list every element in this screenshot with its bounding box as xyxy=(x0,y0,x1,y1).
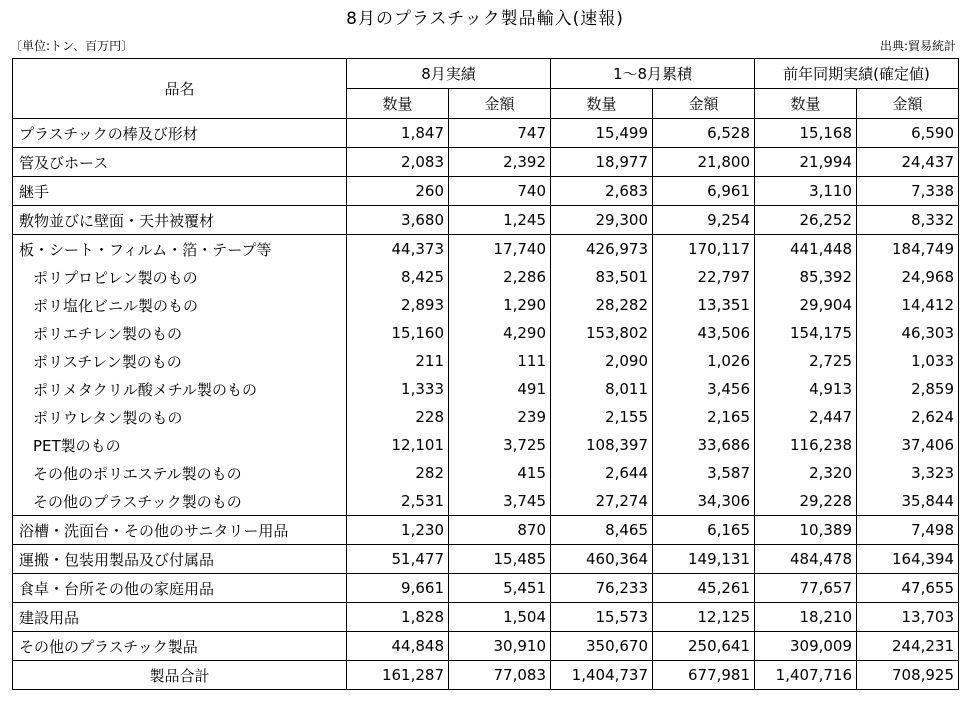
cell-value: 5,451 xyxy=(449,574,551,603)
cell-value: 28,282 xyxy=(551,291,653,319)
total-value: 77,083 xyxy=(449,661,551,690)
total-row xyxy=(13,661,959,690)
cell-value: 3,725 xyxy=(449,431,551,459)
cell-value: 2,644 xyxy=(551,459,653,487)
table-row xyxy=(13,487,959,516)
row-label: その他のプラスチック製品 xyxy=(13,632,347,661)
cell-value: 260 xyxy=(347,177,449,206)
cell-value: 426,973 xyxy=(551,235,653,264)
page-title: 8月のプラスチック製品輸入(速報) xyxy=(346,9,624,29)
cell-value: 77,657 xyxy=(755,574,857,603)
cell-value: 2,090 xyxy=(551,347,653,375)
cell-value: 6,528 xyxy=(653,119,755,148)
cell-value: 2,624 xyxy=(857,403,959,431)
cell-value: 350,670 xyxy=(551,632,653,661)
cell-value: 415 xyxy=(449,459,551,487)
cell-value: 484,478 xyxy=(755,545,857,574)
cell-value: 13,703 xyxy=(857,603,959,632)
cell-value: 111 xyxy=(449,347,551,375)
cell-value: 2,155 xyxy=(551,403,653,431)
unit-note: 〔単位:トン、百万円〕 xyxy=(10,39,134,53)
cell-value: 13,351 xyxy=(653,291,755,319)
table-row xyxy=(13,319,959,347)
cell-value: 1,290 xyxy=(449,291,551,319)
row-label: ポリスチレン製のもの xyxy=(13,347,347,375)
header-amount: 金額 xyxy=(653,89,755,119)
cell-value: 15,160 xyxy=(347,319,449,347)
cell-value: 239 xyxy=(449,403,551,431)
cell-value: 211 xyxy=(347,347,449,375)
cell-value: 2,859 xyxy=(857,375,959,403)
cell-value: 45,261 xyxy=(653,574,755,603)
cell-value: 1,033 xyxy=(857,347,959,375)
cell-value: 2,392 xyxy=(449,148,551,177)
cell-value: 2,165 xyxy=(653,403,755,431)
cell-value: 8,465 xyxy=(551,516,653,545)
row-label: 管及びホース xyxy=(13,148,347,177)
cell-value: 491 xyxy=(449,375,551,403)
cell-value: 747 xyxy=(449,119,551,148)
source-note: 出典:貿易統計 xyxy=(879,39,956,53)
cell-value: 7,338 xyxy=(857,177,959,206)
table-row xyxy=(13,574,959,603)
header-amount: 金額 xyxy=(857,89,959,119)
row-label: 食卓・台所その他の家庭用品 xyxy=(13,574,347,603)
cell-value: 154,175 xyxy=(755,319,857,347)
cell-value: 14,412 xyxy=(857,291,959,319)
total-value: 1,404,737 xyxy=(551,661,653,690)
cell-value: 1,847 xyxy=(347,119,449,148)
cell-value: 24,437 xyxy=(857,148,959,177)
cell-value: 8,425 xyxy=(347,263,449,291)
cell-value: 10,389 xyxy=(755,516,857,545)
row-label: ポリメタクリル酸メチル製のもの xyxy=(13,375,347,403)
row-label: 継手 xyxy=(13,177,347,206)
cell-value: 17,740 xyxy=(449,235,551,264)
header-period-august: 8月実績 xyxy=(347,59,551,89)
cell-value: 46,303 xyxy=(857,319,959,347)
total-value: 677,981 xyxy=(653,661,755,690)
cell-value: 309,009 xyxy=(755,632,857,661)
cell-value: 2,320 xyxy=(755,459,857,487)
cell-value: 15,499 xyxy=(551,119,653,148)
cell-value: 282 xyxy=(347,459,449,487)
cell-value: 149,131 xyxy=(653,545,755,574)
cell-value: 34,306 xyxy=(653,487,755,516)
cell-value: 15,573 xyxy=(551,603,653,632)
cell-value: 2,725 xyxy=(755,347,857,375)
cell-value: 250,641 xyxy=(653,632,755,661)
table-row xyxy=(13,206,959,235)
cell-value: 9,661 xyxy=(347,574,449,603)
cell-value: 164,394 xyxy=(857,545,959,574)
row-label: ポリプロピレン製のもの xyxy=(13,263,347,291)
table-row xyxy=(13,235,959,264)
row-label: プラスチックの棒及び形材 xyxy=(13,119,347,148)
cell-value: 1,245 xyxy=(449,206,551,235)
total-label: 製品合計 xyxy=(13,661,347,690)
cell-value: 8,332 xyxy=(857,206,959,235)
cell-value: 1,828 xyxy=(347,603,449,632)
cell-value: 740 xyxy=(449,177,551,206)
cell-value: 6,961 xyxy=(653,177,755,206)
cell-value: 85,392 xyxy=(755,263,857,291)
header-qty: 数量 xyxy=(347,89,449,119)
cell-value: 184,749 xyxy=(857,235,959,264)
table-row xyxy=(13,516,959,545)
cell-value: 3,745 xyxy=(449,487,551,516)
cell-value: 4,913 xyxy=(755,375,857,403)
cell-value: 1,230 xyxy=(347,516,449,545)
row-label: 建設用品 xyxy=(13,603,347,632)
cell-value: 441,448 xyxy=(755,235,857,264)
cell-value: 35,844 xyxy=(857,487,959,516)
table-row xyxy=(13,263,959,291)
cell-value: 24,968 xyxy=(857,263,959,291)
table-row xyxy=(13,603,959,632)
cell-value: 47,655 xyxy=(857,574,959,603)
cell-value: 2,893 xyxy=(347,291,449,319)
cell-value: 27,274 xyxy=(551,487,653,516)
table-row xyxy=(13,545,959,574)
row-label: ポリエチレン製のもの xyxy=(13,319,347,347)
cell-value: 43,506 xyxy=(653,319,755,347)
row-label: ポリ塩化ビニル製のもの xyxy=(13,291,347,319)
total-value: 1,407,716 xyxy=(755,661,857,690)
cell-value: 2,083 xyxy=(347,148,449,177)
row-label: その他のプラスチック製のもの xyxy=(13,487,347,516)
cell-value: 2,531 xyxy=(347,487,449,516)
header-qty: 数量 xyxy=(755,89,857,119)
cell-value: 6,165 xyxy=(653,516,755,545)
cell-value: 29,300 xyxy=(551,206,653,235)
cell-value: 1,504 xyxy=(449,603,551,632)
cell-value: 44,848 xyxy=(347,632,449,661)
cell-value: 18,977 xyxy=(551,148,653,177)
cell-value: 460,364 xyxy=(551,545,653,574)
cell-value: 29,228 xyxy=(755,487,857,516)
header-period-previous-year: 前年同期実績(確定値) xyxy=(755,59,959,89)
cell-value: 7,498 xyxy=(857,516,959,545)
cell-value: 1,333 xyxy=(347,375,449,403)
table-row xyxy=(13,459,959,487)
cell-value: 3,587 xyxy=(653,459,755,487)
row-label: ポリウレタン製のもの xyxy=(13,403,347,431)
cell-value: 170,117 xyxy=(653,235,755,264)
cell-value: 21,800 xyxy=(653,148,755,177)
cell-value: 12,125 xyxy=(653,603,755,632)
cell-value: 44,373 xyxy=(347,235,449,264)
cell-value: 37,406 xyxy=(857,431,959,459)
cell-value: 3,110 xyxy=(755,177,857,206)
total-value: 708,925 xyxy=(857,661,959,690)
cell-value: 76,233 xyxy=(551,574,653,603)
cell-value: 15,485 xyxy=(449,545,551,574)
cell-value: 22,797 xyxy=(653,263,755,291)
cell-value: 51,477 xyxy=(347,545,449,574)
header-period-cumulative: 1～8月累積 xyxy=(551,59,755,89)
table-row xyxy=(13,119,959,148)
cell-value: 26,252 xyxy=(755,206,857,235)
table-row xyxy=(13,431,959,459)
row-label: 運搬・包装用製品及び付属品 xyxy=(13,545,347,574)
cell-value: 83,501 xyxy=(551,263,653,291)
table-row xyxy=(13,403,959,431)
cell-value: 228 xyxy=(347,403,449,431)
cell-value: 6,590 xyxy=(857,119,959,148)
table-row xyxy=(13,347,959,375)
cell-value: 18,210 xyxy=(755,603,857,632)
row-label: その他のポリエステル製のもの xyxy=(13,459,347,487)
cell-value: 21,994 xyxy=(755,148,857,177)
cell-value: 4,290 xyxy=(449,319,551,347)
header-qty: 数量 xyxy=(551,89,653,119)
row-label: 板・シート・フィルム・箔・テープ等 xyxy=(13,235,347,264)
cell-value: 8,011 xyxy=(551,375,653,403)
cell-value: 2,683 xyxy=(551,177,653,206)
import-table xyxy=(12,58,959,690)
cell-value: 33,686 xyxy=(653,431,755,459)
cell-value: 244,231 xyxy=(857,632,959,661)
table-row xyxy=(13,291,959,319)
table-row xyxy=(13,632,959,661)
row-label: PET製のもの xyxy=(13,431,347,459)
header-amount: 金額 xyxy=(449,89,551,119)
row-label: 敷物並びに壁面・天井被覆材 xyxy=(13,206,347,235)
table-row xyxy=(13,375,959,403)
cell-value: 2,286 xyxy=(449,263,551,291)
cell-value: 153,802 xyxy=(551,319,653,347)
cell-value: 12,101 xyxy=(347,431,449,459)
row-label: 浴槽・洗面台・その他のサニタリー用品 xyxy=(13,516,347,545)
cell-value: 108,397 xyxy=(551,431,653,459)
total-value: 161,287 xyxy=(347,661,449,690)
cell-value: 1,026 xyxy=(653,347,755,375)
table-row xyxy=(13,148,959,177)
cell-value: 30,910 xyxy=(449,632,551,661)
cell-value: 3,456 xyxy=(653,375,755,403)
cell-value: 116,238 xyxy=(755,431,857,459)
table-row xyxy=(13,177,959,206)
cell-value: 2,447 xyxy=(755,403,857,431)
cell-value: 9,254 xyxy=(653,206,755,235)
cell-value: 870 xyxy=(449,516,551,545)
header-name: 品名 xyxy=(13,59,347,119)
cell-value: 15,168 xyxy=(755,119,857,148)
cell-value: 29,904 xyxy=(755,291,857,319)
cell-value: 3,323 xyxy=(857,459,959,487)
cell-value: 3,680 xyxy=(347,206,449,235)
